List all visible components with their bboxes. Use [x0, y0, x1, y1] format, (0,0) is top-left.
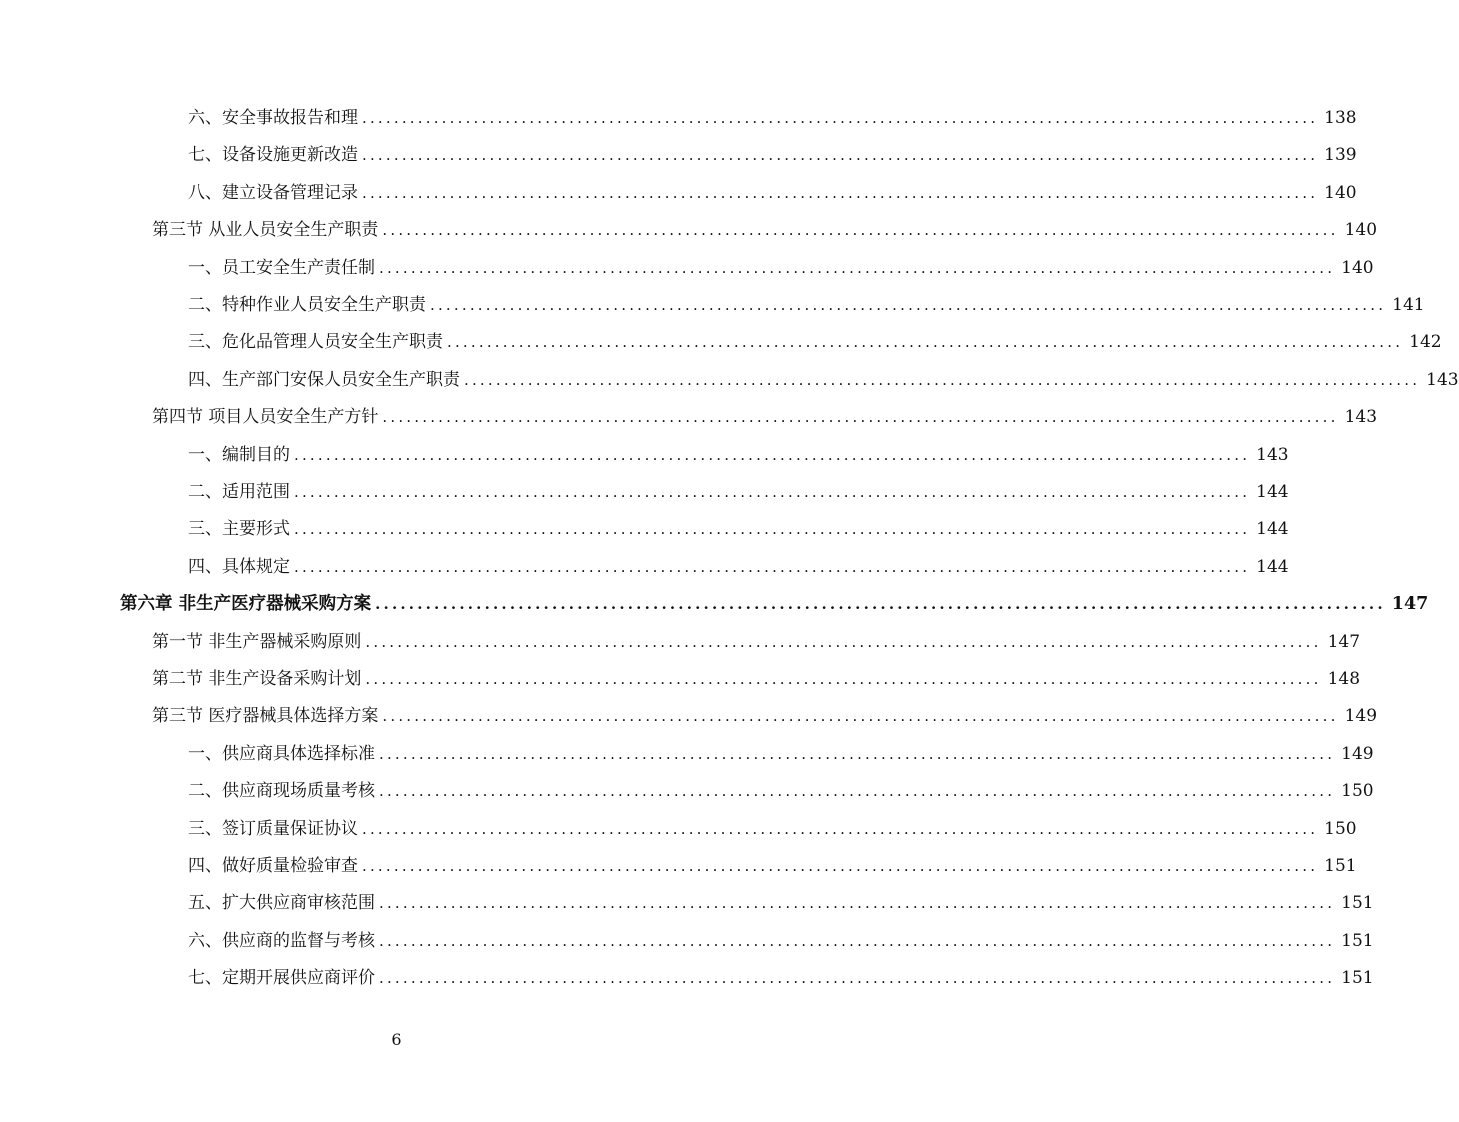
toc-entry-page-number: 147: [1327, 631, 1361, 652]
toc-entry-label: 七、定期开展供应商评价: [188, 968, 375, 989]
toc-entry-label: 第一节 非生产器械采购原则: [152, 631, 362, 652]
toc-entry[interactable]: [188, 100, 1357, 137]
toc-entry-label: 第三节 医疗器械具体选择方案: [152, 706, 379, 727]
toc-entry-page-number: 149: [1344, 706, 1378, 727]
toc-entry[interactable]: [188, 474, 1289, 511]
toc-entry[interactable]: [188, 137, 1357, 174]
toc-entry-page-number: 150: [1341, 781, 1374, 802]
toc-entry-label: 八、建立设备管理记录: [188, 182, 358, 203]
dot-leader: ........................................................................................................................: [382, 707, 1339, 726]
dot-leader: ........................................................................................................................: [294, 557, 1251, 576]
dot-leader: ........................................................................................................................: [294, 520, 1251, 539]
toc-entry[interactable]: [188, 362, 1459, 399]
toc-entry-page-number: 151: [1341, 893, 1374, 914]
dot-leader: ........................................................................................................................: [362, 109, 1319, 127]
dot-leader: ........................................................................................................................: [464, 370, 1421, 389]
toc-entry-page-number: 140: [1324, 182, 1357, 203]
toc-entry-page-number: 151: [1341, 930, 1374, 951]
toc-entry-page-number: 148: [1327, 669, 1361, 689]
toc-entry-label: 二、适用范围: [188, 482, 290, 502]
toc-entry-page-number: 149: [1341, 743, 1374, 764]
toc-entry[interactable]: [188, 287, 1425, 324]
toc-entry[interactable]: [188, 175, 1357, 212]
dot-leader: ........................................................................................................................: [382, 221, 1339, 240]
toc-entry-page-number: 138: [1324, 108, 1357, 128]
toc-entry-page-number: 140: [1344, 220, 1378, 241]
toc-entry[interactable]: [188, 511, 1289, 548]
dot-leader: ........................................................................................................................: [379, 258, 1336, 277]
toc-entry-page-number: 143: [1256, 444, 1289, 465]
toc-entry-page-number: 141: [1392, 295, 1425, 315]
toc-entry-label: 第三节 从业人员安全生产职责: [152, 220, 379, 241]
dot-leader: ........................................................................................................................: [362, 183, 1319, 202]
toc-entry-label: 四、做好质量检验审查: [188, 856, 358, 876]
toc-entry-page-number: 147: [1391, 594, 1429, 615]
toc-entry[interactable]: [152, 698, 1378, 735]
toc-entry-label: 一、员工安全生产责任制: [188, 257, 375, 278]
dot-leader: ........................................................................................................................: [379, 969, 1336, 988]
dot-leader: ........................................................................................................................: [379, 931, 1336, 950]
toc-entry[interactable]: [188, 250, 1374, 287]
toc-entry[interactable]: [152, 399, 1378, 436]
dot-leader: ........................................................................................................................: [430, 296, 1387, 314]
toc-entry-label: 一、供应商具体选择标准: [188, 743, 375, 764]
toc-entry[interactable]: [188, 811, 1357, 848]
toc-entry-label: 第四节 项目人员安全生产方针: [152, 407, 379, 428]
dot-leader: ........................................................................................................................: [294, 483, 1251, 501]
toc-entry-label: 第六章 非生产医疗器械采购方案: [120, 594, 372, 615]
toc-entry[interactable]: [188, 923, 1374, 960]
toc-entry-label: 四、具体规定: [188, 556, 290, 577]
toc-entry-page-number: 143: [1344, 407, 1378, 428]
toc-entry[interactable]: [188, 549, 1289, 586]
toc-entry-page-number: 144: [1256, 482, 1289, 502]
toc-entry-page-number: 151: [1341, 968, 1374, 989]
toc-entry-page-number: 144: [1256, 556, 1289, 577]
toc-entry-label: 五、扩大供应商审核范围: [188, 893, 375, 914]
toc-entry-label: 第二节 非生产设备采购计划: [152, 669, 362, 689]
toc-entry[interactable]: [188, 736, 1374, 773]
dot-leader: ........................................................................................................................: [375, 595, 1386, 614]
toc-entry-label: 三、签订质量保证协议: [188, 818, 358, 839]
dot-leader: ........................................................................................................................: [382, 408, 1339, 427]
toc-entry-page-number: 143: [1426, 369, 1459, 390]
toc-entry[interactable]: [152, 212, 1378, 249]
dot-leader: ........................................................................................................................: [365, 670, 1322, 688]
toc-entry-page-number: 142: [1409, 332, 1442, 353]
dot-leader: ........................................................................................................................: [362, 146, 1319, 165]
toc-entry-page-number: 139: [1324, 145, 1357, 166]
toc-entry[interactable]: [152, 624, 1361, 661]
toc-entry-label: 二、供应商现场质量考核: [188, 781, 375, 802]
toc-entry[interactable]: [120, 586, 1429, 623]
toc-entry[interactable]: [188, 960, 1374, 997]
dot-leader: ........................................................................................................................: [362, 819, 1319, 838]
toc-entry-label: 六、安全事故报告和理: [188, 108, 358, 128]
toc-entry[interactable]: [188, 437, 1289, 474]
page-number: 6: [391, 1030, 402, 1049]
dot-leader: ........................................................................................................................: [362, 857, 1319, 875]
dot-leader: ........................................................................................................................: [365, 632, 1322, 651]
toc-entry-label: 三、主要形式: [188, 519, 290, 540]
dot-leader: ........................................................................................................................: [379, 782, 1336, 801]
toc-entry[interactable]: [188, 848, 1357, 885]
toc-entry[interactable]: [188, 885, 1374, 922]
dot-leader: ........................................................................................................................: [379, 744, 1336, 763]
toc-entry-label: 四、生产部门安保人员安全生产职责: [188, 369, 460, 390]
toc-entry-page-number: 150: [1324, 818, 1357, 839]
toc-entry-label: 一、编制目的: [188, 444, 290, 465]
toc-entry-label: 二、特种作业人员安全生产职责: [188, 295, 426, 315]
toc-entry-label: 三、危化品管理人员安全生产职责: [188, 332, 443, 353]
toc-entry[interactable]: [188, 773, 1374, 810]
toc-entry-page-number: 151: [1324, 856, 1357, 876]
dot-leader: ........................................................................................................................: [379, 894, 1336, 913]
toc-entry-page-number: 140: [1341, 257, 1374, 278]
toc-entry[interactable]: [188, 324, 1442, 361]
toc-entry[interactable]: [152, 661, 1361, 698]
dot-leader: ........................................................................................................................: [447, 333, 1404, 352]
dot-leader: ........................................................................................................................: [294, 445, 1251, 464]
toc-entry-label: 七、设备设施更新改造: [188, 145, 358, 166]
toc-entry-page-number: 144: [1256, 519, 1289, 540]
toc-entry-label: 六、供应商的监督与考核: [188, 930, 375, 951]
